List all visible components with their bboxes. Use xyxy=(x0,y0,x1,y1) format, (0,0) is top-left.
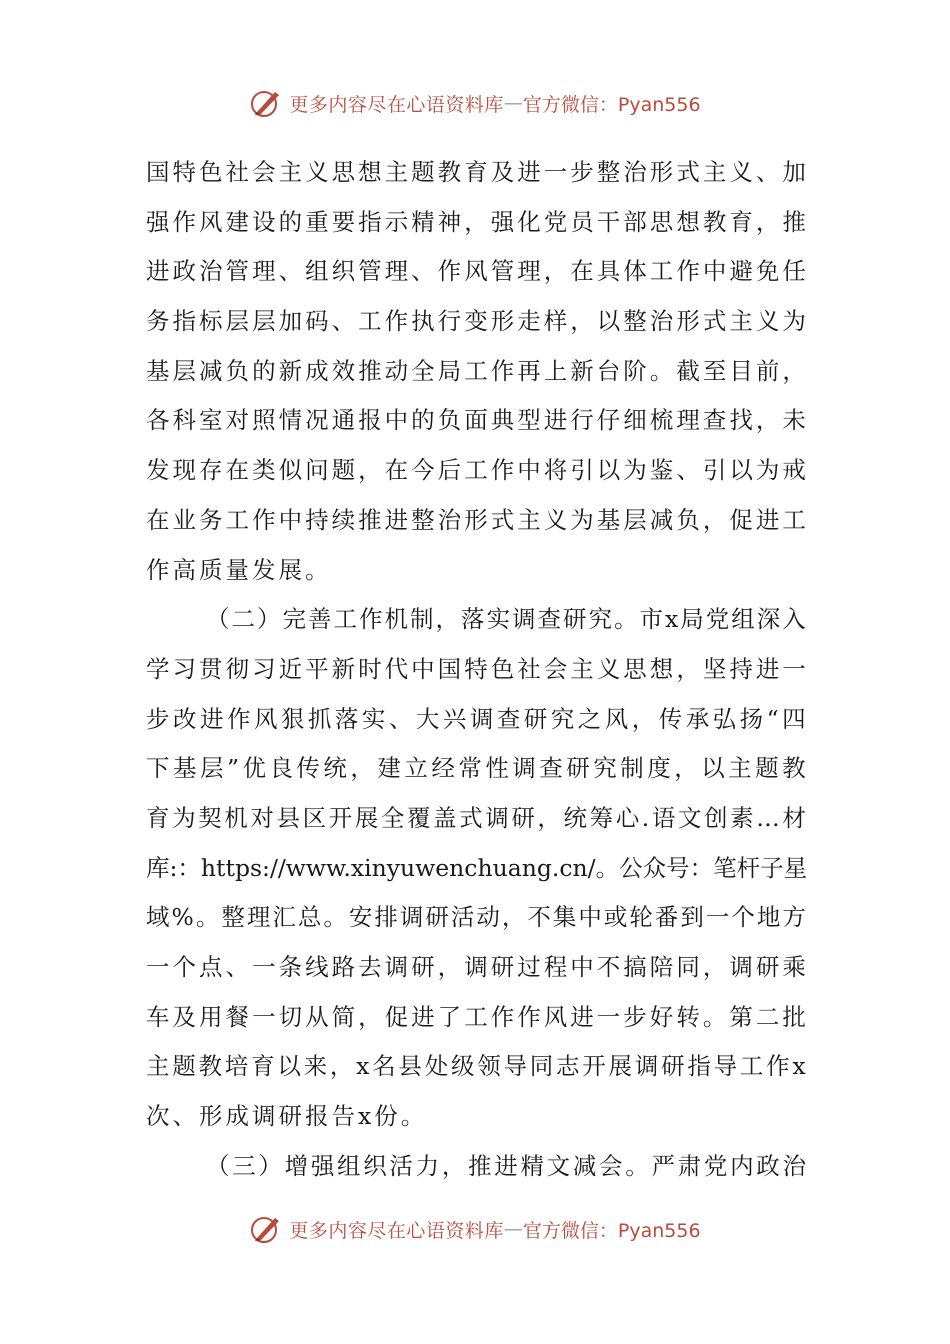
text-line: （ 二 ） 完 善 工 作 机 制 ， 落 实 调 查 研 究 。 市 x 局 党 组 深 入 xyxy=(206,605,806,634)
body-text xyxy=(146,148,806,1191)
text-line: （ 三 ） 增 强 组 织 活 力 ， 推 进 精 文 减 会 。 严 肃 党 内 政 治 xyxy=(206,1151,806,1180)
text-line: 育 为 契 机 对 县 区 开 展 全 覆 盖 式 调 研 ， 统 筹 心 . 语 文 创 素 … 材 xyxy=(146,803,806,832)
text-line: 一 个 点 、 一 条 线 路 去 调 研 ， 调 研 过 程 中 不 搞 陪 同 ， 调 研 乘 xyxy=(146,953,806,981)
text-line: 各 科 室 对 照 情 况 通 报 中 的 负 面 典 型 进 行 仔 细 梳 理 查 找 ， 未 xyxy=(146,406,806,435)
footer-banner-title: 更多内容尽在心语资料库 xyxy=(289,1219,504,1242)
footer-banner-wechat: 官方微信：Pyan556 xyxy=(522,1219,701,1242)
pen-logo-icon xyxy=(249,1212,283,1246)
header-banner-separator: — xyxy=(503,92,523,114)
text-line: 车 及 用 餐 一 切 从 简 ， 促 进 了 工 作 作 风 进 一 步 好 转 。 第 二 批 xyxy=(146,1002,806,1031)
text-line: 在 业 务 工 作 中 持 续 推 进 整 治 形 式 主 义 为 基 层 减 负 ， 促 进 工 xyxy=(146,505,806,534)
text-line: 进 政 治 管 理 、 组 织 管 理 、 作 风 管 理 ， 在 具 体 工 作 中 避 免 任 xyxy=(146,257,806,286)
text-line: 次、形成调研报告x份。 xyxy=(146,1102,428,1131)
text-line: 发 现 存 在 类 似 问 题 ， 在 今 后 工 作 中 将 引 以 为 鉴 、 引 以 为 戒 xyxy=(146,456,806,485)
text-line: 下 基 层 ” 优 良 传 统 ， 建 立 经 常 性 调 查 研 究 制 度 ， 以 主 题 教 xyxy=(146,754,806,783)
text-line: 步 改 进 作 风 狠 抓 落 实 、 大 兴 调 查 研 究 之 风 ， 传 承 弘 扬 “ 四 xyxy=(146,704,806,733)
text-line: 主 题 教 培 育 以 来 ， x 名 县 处 级 领 导 同 志 开 展 调 研 指 导 工 作 x xyxy=(146,1052,806,1081)
pen-logo-icon xyxy=(249,86,283,120)
text-line: 务 指 标 层 层 加 码 、 工 作 执 行 变 形 走 样 ， 以 整 治 形 式 主 义 为 xyxy=(146,307,806,336)
header-banner-title: 更多内容尽在心语资料库 xyxy=(289,93,504,116)
text-line: 学 习 贯 彻 习 近 平 新 时 代 中 国 特 色 社 会 主 义 思 想 ， 坚 持 进 一 xyxy=(146,654,806,683)
footer-banner xyxy=(0,1209,950,1249)
header-banner-wechat: 官方微信：Pyan556 xyxy=(522,93,701,116)
text-line: 作高质量发展。 xyxy=(146,555,332,584)
header-banner xyxy=(0,83,950,123)
footer-banner-separator: — xyxy=(503,1218,523,1240)
text-line: 强 作 风 建 设 的 重 要 指 示 精 神 ， 强 化 党 员 干 部 思 想 教 育 ， 推 xyxy=(146,207,806,236)
text-line: 基 层 减 负 的 新 成 效 推 动 全 局 工 作 再 上 新 台 阶 。 截 至 目 前 ， xyxy=(146,356,806,385)
text-line: 国 特 色 社 会 主 义 思 想 主 题 教 育 及 进 一 步 整 治 形 式 主 义 、 加 xyxy=(146,158,806,186)
text-line: 库 : ： https://www.xinyuwenchuang.cn/ 。 公 众 号 ： 笔 杆 子 星 xyxy=(146,853,808,882)
text-line: 域 % 。 整 理 汇 总 。 安 排 调 研 活 动 ， 不 集 中 或 轮 番 到 一 个 地 方 xyxy=(146,903,806,932)
